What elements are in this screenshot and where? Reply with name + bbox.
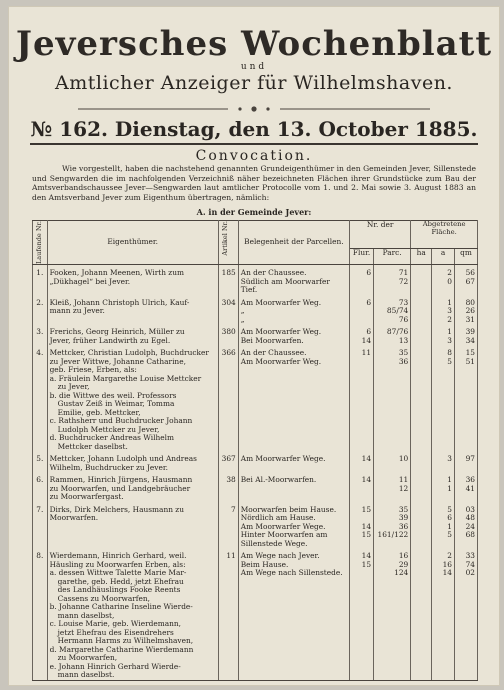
location-cell bbox=[238, 265, 349, 295]
are-cell-line: 1 bbox=[447, 327, 452, 337]
are-cell-line: 5 bbox=[447, 530, 452, 540]
owner-cell-line: zu Jever, bbox=[57, 382, 90, 392]
flur-cell bbox=[350, 324, 374, 345]
qm-cell-line: 48 bbox=[465, 513, 475, 523]
owner-cell-line: e. Johann Hinrich Gerhard Wierde- bbox=[49, 661, 181, 671]
location-cell-line: Moorwarfen beim Hause. bbox=[240, 504, 337, 514]
owner-cell-line: zu Moorwarfergast. bbox=[49, 492, 124, 502]
ha-cell bbox=[411, 451, 432, 472]
parcel-cell bbox=[374, 548, 411, 680]
qm-cell bbox=[455, 472, 478, 502]
flur-cell bbox=[350, 451, 374, 472]
owner-cell-line: geb. Friese, Erben, als: bbox=[49, 365, 137, 375]
location-cell bbox=[238, 472, 349, 502]
register-body bbox=[33, 265, 478, 681]
table-row bbox=[33, 472, 478, 502]
qm-cell-line: 15 bbox=[465, 348, 475, 358]
owner-cell-line: a. dessen Wittwe Talette Marie Mar- bbox=[49, 568, 187, 578]
row-number: 7. bbox=[33, 502, 48, 549]
table-row bbox=[33, 502, 478, 549]
row-number: 1. bbox=[33, 265, 48, 295]
qm-cell-line: 41 bbox=[465, 483, 475, 493]
header-owner: Eigenthümer. bbox=[47, 221, 218, 265]
parcel-cell-line: 39 bbox=[398, 513, 409, 523]
qm-cell-line: 03 bbox=[465, 504, 475, 514]
owner-cell bbox=[47, 265, 218, 295]
owner-cell-line: b. die Wittwe des weil. Professors bbox=[49, 390, 177, 400]
parcel-cell bbox=[374, 295, 411, 325]
are-cell-line: 5 bbox=[447, 504, 452, 514]
location-cell-line: Südlich am Moorwarfer bbox=[240, 276, 330, 286]
owner-cell-line: Mettcker, Christian Ludolph, Buchdrucker bbox=[49, 348, 209, 358]
parcel-cell-line: 35 bbox=[398, 348, 409, 358]
article-number: 38 bbox=[218, 472, 238, 502]
location-cell-line: Bei Al.-Moorwarfen. bbox=[240, 475, 317, 485]
title-conjunction: und bbox=[240, 62, 268, 72]
article-number: 366 bbox=[218, 345, 238, 451]
flur-cell-line: 15 bbox=[361, 504, 372, 514]
are-cell-line: 14 bbox=[442, 568, 452, 578]
header-a: a bbox=[432, 248, 455, 264]
owner-cell bbox=[47, 502, 218, 549]
issue-line: № 162. Dienstag, den 13. October 1885. bbox=[30, 117, 478, 141]
flur-cell-line: 11 bbox=[361, 348, 372, 358]
qm-cell bbox=[455, 324, 478, 345]
header-article: Artikel Nr. bbox=[218, 221, 238, 265]
qm-cell-line: 56 bbox=[465, 268, 475, 278]
table-row bbox=[33, 295, 478, 325]
ha-cell-line bbox=[413, 531, 429, 540]
location-cell-line: Sillenstede Wege. bbox=[240, 538, 308, 548]
flur-cell-line: 15 bbox=[361, 559, 372, 569]
flur-cell-line bbox=[352, 358, 371, 367]
owner-cell-line: Häusling zu Moorwarfen Erben, als: bbox=[49, 559, 186, 569]
qm-cell-line: 34 bbox=[465, 335, 475, 345]
header-flur: Flur. bbox=[350, 248, 374, 264]
masthead bbox=[8, 24, 500, 94]
are-cell-line: 2 bbox=[447, 314, 452, 324]
location-cell bbox=[238, 345, 349, 451]
are-cell-line: 3 bbox=[447, 335, 452, 345]
ornament-divider bbox=[78, 104, 430, 114]
flur-cell-line bbox=[352, 569, 371, 578]
location-cell-line: Beim Hause. bbox=[240, 559, 289, 569]
qm-cell bbox=[455, 548, 478, 680]
row-number: 4. bbox=[33, 345, 48, 451]
flur-cell-line: 6 bbox=[366, 268, 372, 278]
owner-cell-line: d. Buchdrucker Andreas Wilhelm bbox=[49, 433, 174, 443]
location-cell-line: Nördlich am Hause. bbox=[240, 513, 316, 523]
location-cell bbox=[238, 324, 349, 345]
flur-cell bbox=[350, 502, 374, 549]
qm-cell bbox=[455, 502, 478, 549]
qm-cell-line: 36 bbox=[465, 475, 475, 485]
owner-cell-line: Ludolph Mettcker zu Jever, bbox=[57, 424, 160, 434]
are-cell bbox=[432, 345, 455, 451]
are-cell-line: 3 bbox=[447, 454, 452, 464]
flur-cell bbox=[350, 548, 374, 680]
newspaper-page bbox=[8, 6, 500, 686]
flur-cell-line: 14 bbox=[361, 475, 372, 485]
flur-cell-line bbox=[352, 278, 371, 287]
flur-cell-line: 14 bbox=[361, 454, 372, 464]
parcel-cell-line: 73 bbox=[398, 297, 409, 307]
parcel-cell-line: 35 bbox=[398, 504, 409, 514]
parcel-cell bbox=[374, 472, 411, 502]
flur-cell-line: 15 bbox=[361, 530, 372, 540]
owner-cell-line: c. Louise Marie, geb. Wierdemann, bbox=[49, 619, 182, 629]
are-cell bbox=[432, 502, 455, 549]
owner-cell bbox=[47, 345, 218, 451]
owner-cell-line: Gustav Zeiß in Weimar, Tomma bbox=[57, 399, 175, 409]
parcel-cell bbox=[374, 451, 411, 472]
flur-cell-line bbox=[352, 316, 371, 325]
are-cell bbox=[432, 451, 455, 472]
owner-cell-line: Mettcker daselbst. bbox=[57, 441, 128, 451]
newspaper-title: Jeversches Wochenblatt bbox=[15, 24, 493, 64]
are-cell-line: 3 bbox=[447, 306, 452, 316]
location-cell-line: Am Moorwarfer Weg. bbox=[240, 356, 322, 366]
are-cell bbox=[432, 295, 455, 325]
owner-cell-line: b. Johanne Catharine Inseline Wierde- bbox=[49, 602, 193, 612]
qm-cell-line: 97 bbox=[465, 454, 475, 464]
owner-cell-line: jetzt Ehefrau des Eisendrehers bbox=[57, 627, 174, 637]
owner-cell-line: Jever, früher Landwirth zu Egel. bbox=[49, 335, 171, 345]
qm-cell bbox=[455, 265, 478, 295]
qm-cell-line: 74 bbox=[465, 559, 475, 569]
are-cell-line: 1 bbox=[447, 521, 452, 531]
owner-cell-line: Cassens zu Moorwarfen, bbox=[57, 593, 150, 603]
parcel-cell-line: 124 bbox=[394, 568, 409, 578]
parcel-cell-line: 72 bbox=[398, 276, 409, 286]
flur-cell-line bbox=[352, 485, 371, 494]
owner-cell bbox=[47, 295, 218, 325]
ha-cell-line bbox=[413, 569, 429, 578]
flur-cell bbox=[350, 265, 374, 295]
are-cell-line: 5 bbox=[447, 356, 452, 366]
row-number: 6. bbox=[33, 472, 48, 502]
table-row bbox=[33, 265, 478, 295]
qm-cell-line: 39 bbox=[465, 327, 475, 337]
row-number: 3. bbox=[33, 324, 48, 345]
parcel-cell-line: 36 bbox=[398, 521, 409, 531]
are-cell-line: 2 bbox=[447, 551, 452, 561]
ha-cell-line bbox=[413, 358, 429, 367]
ha-cell-line bbox=[413, 337, 429, 346]
intro-text: Wie vorgestellt, haben die nachstehend genannten Grundeigenthümer in den Gemeinden Jever, Sillenstede und Sengwarden die im nachfolgenden Verzeichniß näher bezeichneten Flächen ihrer Grundstücke zum Bau der Amtsverbandschaussee Jever—Sengwarden laut amtlicher Protocolle vom 1. und 2. Mai sowie 3. August 1883 an den Amtsverband Jever zum Eigenthum übertragen, nämlich: bbox=[32, 164, 476, 202]
parcel-cell-line: 85/74 bbox=[386, 306, 409, 316]
are-cell bbox=[432, 472, 455, 502]
location-cell-line: An der Chaussee. bbox=[240, 348, 307, 358]
flur-cell-line: 6 bbox=[366, 297, 372, 307]
owner-cell-line: a. Fräulein Margarethe Louise Mettcker bbox=[49, 373, 202, 383]
header-location: Belegenheit der Parcellen. bbox=[238, 221, 349, 265]
are-cell-line: 8 bbox=[447, 348, 452, 358]
qm-cell bbox=[455, 345, 478, 451]
parcel-cell bbox=[374, 345, 411, 451]
are-cell-line: 1 bbox=[447, 483, 452, 493]
row-number: 5. bbox=[33, 451, 48, 472]
parcel-cell-line: 10 bbox=[398, 454, 409, 464]
qm-cell bbox=[455, 451, 478, 472]
owner-cell-line: Kleiß, Johann Christoph Ulrich, Kauf- bbox=[49, 297, 190, 307]
header-ha: ha bbox=[411, 248, 432, 264]
ha-cell-line bbox=[413, 278, 429, 287]
parcel-cell-line: 161/122 bbox=[377, 530, 409, 540]
location-cell-line: Am Moorwarfer Wege. bbox=[240, 521, 326, 531]
article-number: 380 bbox=[218, 324, 238, 345]
ha-cell bbox=[411, 548, 432, 680]
parcel-cell-line: 76 bbox=[398, 314, 409, 324]
owner-cell-line: d. Margarethe Catharine Wierdemann bbox=[49, 644, 194, 654]
owner-cell bbox=[47, 451, 218, 472]
location-cell-line: Am Moorwarfer Wege. bbox=[240, 454, 326, 464]
location-cell bbox=[238, 502, 349, 549]
table-subheading: A. in der Gemeinde Jever: bbox=[196, 207, 312, 217]
location-cell-line: An der Chaussee. bbox=[240, 268, 307, 278]
header-nr-der: Nr. der bbox=[350, 221, 411, 249]
qm-cell-line: 51 bbox=[465, 356, 475, 366]
location-cell bbox=[238, 295, 349, 325]
owner-cell-line: mann zu Jever. bbox=[49, 306, 105, 316]
owner-cell-line: zu Moorwarfen, und Landgebräucher bbox=[49, 483, 191, 493]
location-cell-line: Am Moorwarfer Weg. bbox=[240, 297, 322, 307]
are-cell bbox=[432, 265, 455, 295]
flur-cell bbox=[350, 472, 374, 502]
qm-cell-line: 02 bbox=[465, 568, 475, 578]
are-cell-line: 2 bbox=[447, 268, 452, 278]
ha-cell-line bbox=[413, 455, 429, 464]
owner-cell-line: c. Rathsherr und Buchdrucker Johann bbox=[49, 416, 193, 426]
location-cell-line: „ bbox=[240, 306, 245, 316]
ha-cell bbox=[411, 324, 432, 345]
owner-cell-line: mann daselbst. bbox=[57, 670, 115, 680]
location-cell-line: Am Moorwarfer Weg. bbox=[240, 327, 322, 337]
owner-cell-line: mann daselbst, bbox=[57, 610, 115, 620]
owner-cell bbox=[47, 548, 218, 680]
owner-cell-line: Rammen, Hinrich Jürgens, Hausmann bbox=[49, 475, 193, 485]
parcel-cell-line: 11 bbox=[398, 475, 409, 485]
location-cell-line: Bei Moorwarfen. bbox=[240, 335, 304, 345]
location-cell bbox=[238, 548, 349, 680]
qm-cell-line: 67 bbox=[465, 276, 475, 286]
header-qm: qm bbox=[455, 248, 478, 264]
parcel-cell-line: 13 bbox=[398, 335, 409, 345]
qm-cell-line: 31 bbox=[465, 314, 475, 324]
parcel-cell-line: 12 bbox=[398, 483, 409, 493]
qm-cell-line: 33 bbox=[465, 551, 475, 561]
are-cell-line: 6 bbox=[447, 513, 452, 523]
flur-cell bbox=[350, 345, 374, 451]
flur-cell-line: 6 bbox=[366, 327, 372, 337]
article-number: 367 bbox=[218, 451, 238, 472]
table-row bbox=[33, 324, 478, 345]
qm-cell-line: 26 bbox=[465, 306, 475, 316]
parcel-cell-line: 71 bbox=[398, 268, 409, 278]
row-number: 2. bbox=[33, 295, 48, 325]
ha-cell bbox=[411, 502, 432, 549]
owner-cell-line: Fooken, Johann Meenen, Wirth zum bbox=[49, 268, 184, 278]
ha-cell bbox=[411, 472, 432, 502]
header-rule bbox=[30, 143, 478, 145]
location-cell-line: Am Wege nach Jever. bbox=[240, 551, 320, 561]
qm-cell bbox=[455, 295, 478, 325]
parcel-cell bbox=[374, 324, 411, 345]
header-parc: Parc. bbox=[374, 248, 411, 264]
row-number: 8. bbox=[33, 548, 48, 680]
article-number: 185 bbox=[218, 265, 238, 295]
table-row bbox=[33, 548, 478, 680]
are-cell bbox=[432, 324, 455, 345]
are-cell-line: 1 bbox=[447, 475, 452, 485]
owner-cell-line: Emilie, geb. Mettcker, bbox=[57, 407, 141, 417]
location-cell-line: Tief. bbox=[240, 285, 258, 295]
ha-cell bbox=[411, 345, 432, 451]
owner-cell-line: Moorwarfen. bbox=[49, 513, 99, 523]
owner-cell bbox=[47, 324, 218, 345]
parcel-cell bbox=[374, 502, 411, 549]
table-row bbox=[33, 451, 478, 472]
location-cell-line: „ bbox=[240, 314, 245, 324]
owner-cell-line: Mettcker, Johann Ludolph und Andreas bbox=[49, 454, 197, 464]
owner-cell-line: Wierdemann, Hinrich Gerhard, weil. bbox=[49, 551, 187, 561]
flur-cell-line: 14 bbox=[361, 551, 372, 561]
parcel-cell-line: 16 bbox=[398, 551, 409, 561]
ha-cell-line bbox=[413, 485, 429, 494]
owner-cell-line: zu Jever Wittwe, Johanne Catharine, bbox=[49, 356, 186, 366]
flur-cell-line: 14 bbox=[361, 521, 372, 531]
qm-cell-line: 24 bbox=[465, 521, 475, 531]
ha-cell bbox=[411, 295, 432, 325]
owner-cell-line: des Landhäuslings Fooke Reents bbox=[57, 585, 181, 595]
register-table bbox=[32, 220, 478, 681]
owner-cell-line: Dirks, Dirk Melchers, Hausmann zu bbox=[49, 504, 184, 514]
are-cell-line: 16 bbox=[442, 559, 452, 569]
ha-cell-line bbox=[413, 316, 429, 325]
section-title: Convocation. bbox=[195, 148, 313, 164]
location-cell-line: Am Wege nach Sillenstede. bbox=[240, 568, 343, 578]
ha-cell bbox=[411, 265, 432, 295]
intro-paragraph bbox=[32, 164, 476, 202]
parcel-cell bbox=[374, 265, 411, 295]
qm-cell-line: 68 bbox=[465, 530, 475, 540]
are-cell-line: 0 bbox=[447, 276, 452, 286]
owner-cell-line: Frerichs, Georg Heinrich, Müller zu bbox=[49, 327, 185, 337]
flur-cell-line: 14 bbox=[361, 335, 372, 345]
owner-cell-line: „Dükhagel“ bei Jever. bbox=[49, 276, 131, 286]
parcel-cell-line: 87/76 bbox=[386, 327, 409, 337]
parcel-cell-line: 29 bbox=[398, 559, 409, 569]
header-flaeche: Abgetretene Fläche. bbox=[411, 221, 478, 249]
qm-cell-line: 80 bbox=[465, 297, 475, 307]
flur-cell bbox=[350, 295, 374, 325]
owner-cell bbox=[47, 472, 218, 502]
article-number: 11 bbox=[218, 548, 238, 680]
owner-cell-line: Wilhelm, Buchdrucker zu Jever. bbox=[49, 462, 168, 472]
owner-cell-line: zu Moorwarfen, bbox=[57, 653, 118, 663]
article-number: 7 bbox=[218, 502, 238, 549]
are-cell bbox=[432, 548, 455, 680]
parcel-cell-line: 36 bbox=[398, 356, 409, 366]
location-cell-line: Hinter Moorwarfen am bbox=[240, 530, 328, 540]
header-lfd: Laufende Nr. bbox=[33, 221, 48, 265]
article-number: 304 bbox=[218, 295, 238, 325]
owner-cell-line: garethe, geb. Hedd, jetzt Ehefrau bbox=[57, 576, 184, 586]
are-cell-line: 1 bbox=[447, 297, 452, 307]
table-row bbox=[33, 345, 478, 451]
location-cell bbox=[238, 451, 349, 472]
owner-cell-line: Hermann Harms zu Wilhelmshaven, bbox=[57, 636, 194, 646]
newspaper-subtitle: Amtlicher Anzeiger für Wilhelmshaven. bbox=[55, 72, 453, 94]
